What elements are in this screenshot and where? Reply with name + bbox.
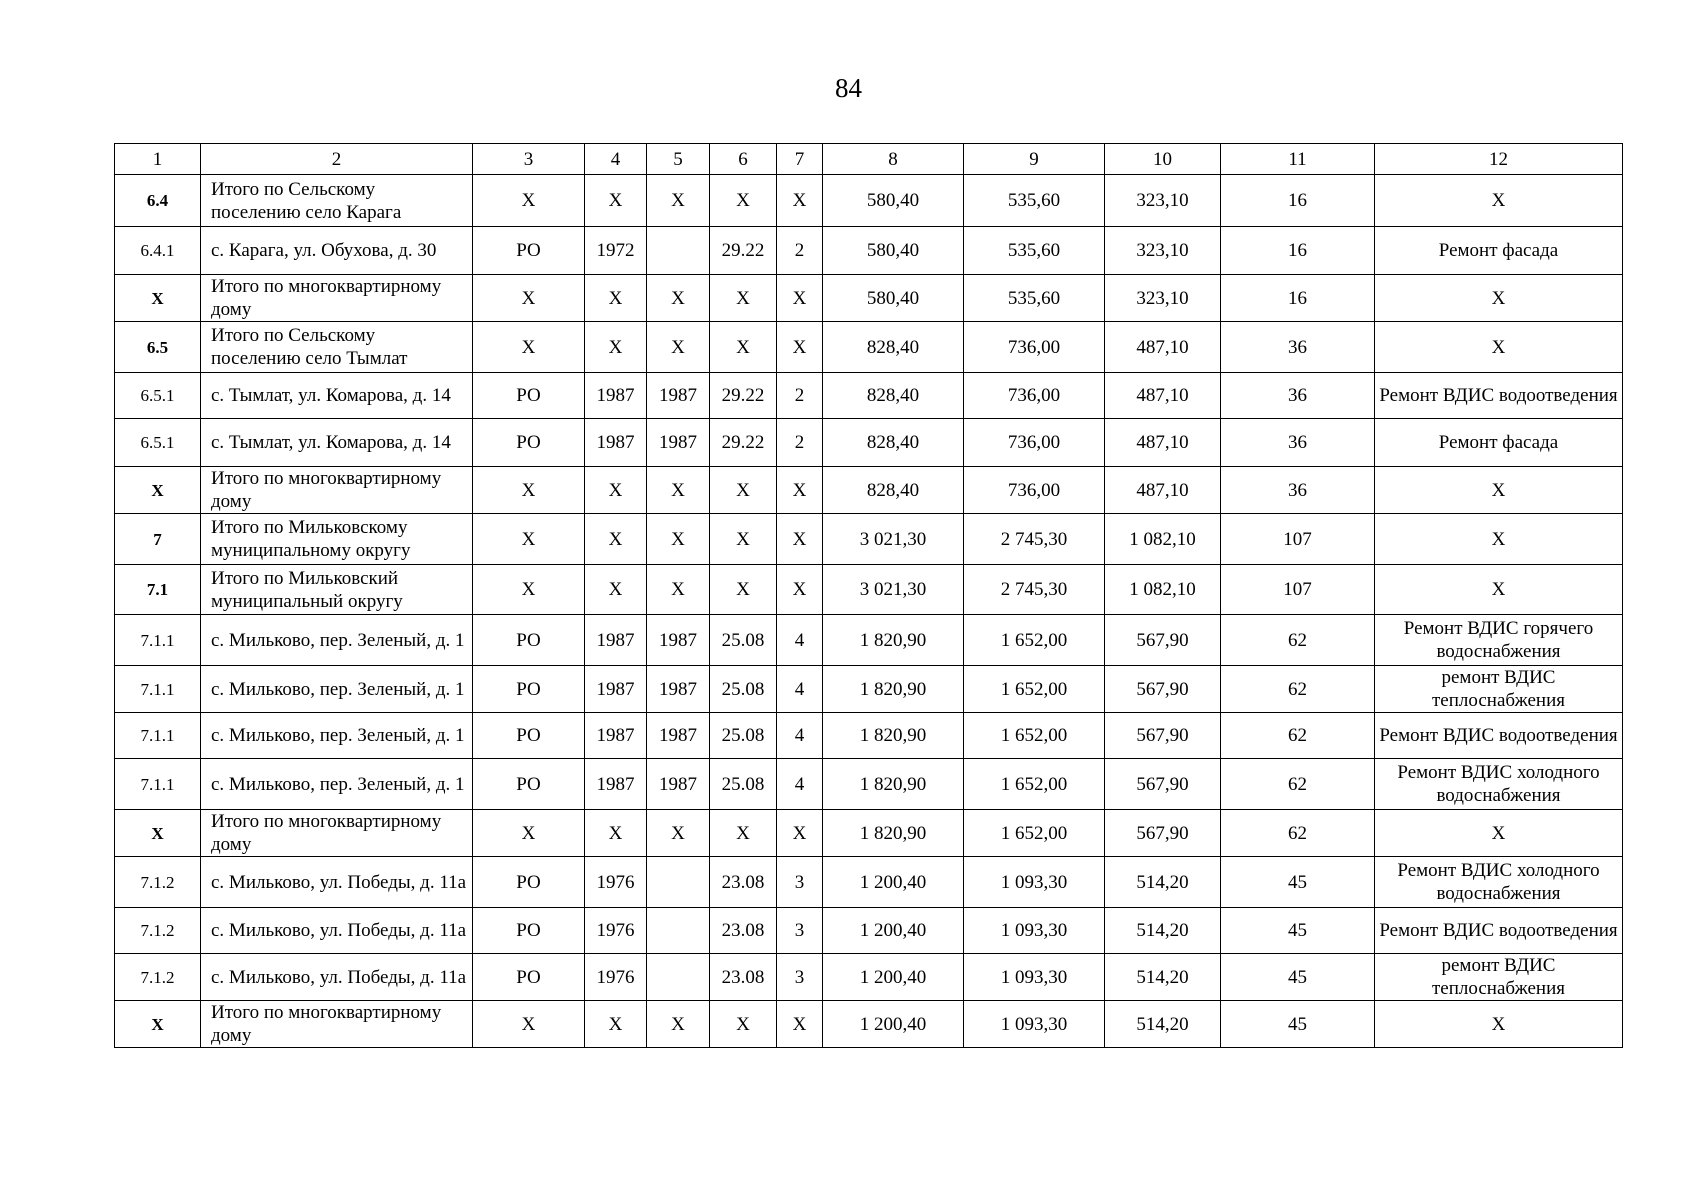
cell-col-2: Итого по Мильковский муниципальный округу xyxy=(201,565,473,615)
cell-col-9: 1 093,30 xyxy=(964,1001,1105,1048)
cell-col-6: 23.08 xyxy=(710,857,777,908)
cell-col-6: X xyxy=(710,322,777,373)
cell-col-1: 7.1.1 xyxy=(115,615,201,666)
cell-col-7: X xyxy=(777,322,823,373)
cell-col-7: X xyxy=(777,514,823,565)
cell-col-5: 1987 xyxy=(647,666,710,713)
cell-col-1: X xyxy=(115,467,201,514)
cell-col-12: X xyxy=(1375,514,1623,565)
cell-col-9: 1 652,00 xyxy=(964,666,1105,713)
cell-col-4: X xyxy=(585,810,647,857)
cell-col-4: X xyxy=(585,1001,647,1048)
column-number-4: 4 xyxy=(585,144,647,175)
cell-col-5: X xyxy=(647,514,710,565)
cell-col-12: ремонт ВДИС теплоснабжения xyxy=(1375,954,1623,1001)
cell-col-9: 535,60 xyxy=(964,275,1105,322)
cell-col-7: 2 xyxy=(777,373,823,419)
cell-col-1: 6.5.1 xyxy=(115,373,201,419)
column-number-row xyxy=(115,144,1623,175)
cell-col-10: 487,10 xyxy=(1105,373,1221,419)
cell-col-10: 1 082,10 xyxy=(1105,565,1221,615)
cell-col-11: 62 xyxy=(1221,759,1375,810)
table-row xyxy=(115,615,1623,666)
cell-col-2: с. Мильково, ул. Победы, д. 11а xyxy=(201,954,473,1001)
cell-col-1: 7 xyxy=(115,514,201,565)
cell-col-6: 23.08 xyxy=(710,954,777,1001)
cell-col-7: X xyxy=(777,565,823,615)
cell-col-10: 514,20 xyxy=(1105,908,1221,954)
cell-col-5: 1987 xyxy=(647,419,710,467)
cell-col-10: 323,10 xyxy=(1105,175,1221,227)
column-number-1: 1 xyxy=(115,144,201,175)
cell-col-8: 1 820,90 xyxy=(823,615,964,666)
column-number-3: 3 xyxy=(473,144,585,175)
cell-col-11: 36 xyxy=(1221,467,1375,514)
cell-col-10: 487,10 xyxy=(1105,467,1221,514)
column-number-12: 12 xyxy=(1375,144,1623,175)
cell-col-3: X xyxy=(473,322,585,373)
cell-col-3: РО xyxy=(473,666,585,713)
table-row xyxy=(115,373,1623,419)
cell-col-7: 3 xyxy=(777,857,823,908)
cell-col-9: 535,60 xyxy=(964,175,1105,227)
cell-col-1: 6.4.1 xyxy=(115,227,201,275)
cell-col-1: 7.1.2 xyxy=(115,954,201,1001)
cell-col-7: 4 xyxy=(777,615,823,666)
cell-col-1: 6.5.1 xyxy=(115,419,201,467)
cell-col-6: X xyxy=(710,175,777,227)
cell-col-9: 1 093,30 xyxy=(964,908,1105,954)
cell-col-3: X xyxy=(473,467,585,514)
cell-col-8: 580,40 xyxy=(823,275,964,322)
cell-col-12: Ремонт ВДИС водоотведения xyxy=(1375,373,1623,419)
cell-col-3: X xyxy=(473,810,585,857)
cell-col-12: Ремонт ВДИС холодного водоснабжения xyxy=(1375,857,1623,908)
cell-col-12: X xyxy=(1375,810,1623,857)
cell-col-10: 487,10 xyxy=(1105,419,1221,467)
cell-col-1: 6.4 xyxy=(115,175,201,227)
cell-col-5: 1987 xyxy=(647,615,710,666)
cell-col-2: с. Карага, ул. Обухова, д. 30 xyxy=(201,227,473,275)
cell-col-11: 62 xyxy=(1221,666,1375,713)
cell-col-9: 1 093,30 xyxy=(964,857,1105,908)
cell-col-7: 4 xyxy=(777,713,823,759)
table-row xyxy=(115,565,1623,615)
cell-col-8: 1 820,90 xyxy=(823,666,964,713)
cell-col-4: 1987 xyxy=(585,419,647,467)
cell-col-12: Ремонт ВДИС холодного водоснабжения xyxy=(1375,759,1623,810)
cell-col-3: РО xyxy=(473,713,585,759)
cell-col-7: X xyxy=(777,467,823,514)
cell-col-10: 567,90 xyxy=(1105,666,1221,713)
cell-col-9: 736,00 xyxy=(964,467,1105,514)
cell-col-10: 567,90 xyxy=(1105,759,1221,810)
cell-col-9: 736,00 xyxy=(964,373,1105,419)
cell-col-11: 107 xyxy=(1221,565,1375,615)
cell-col-3: РО xyxy=(473,759,585,810)
table-row xyxy=(115,908,1623,954)
cell-col-3: РО xyxy=(473,908,585,954)
cell-col-8: 1 200,40 xyxy=(823,857,964,908)
cell-col-9: 2 745,30 xyxy=(964,565,1105,615)
cell-col-4: X xyxy=(585,514,647,565)
cell-col-9: 2 745,30 xyxy=(964,514,1105,565)
cell-col-4: 1987 xyxy=(585,615,647,666)
cell-col-12: X xyxy=(1375,322,1623,373)
table-row xyxy=(115,175,1623,227)
cell-col-1: 7.1.1 xyxy=(115,759,201,810)
cell-col-10: 323,10 xyxy=(1105,275,1221,322)
cell-col-6: 25.08 xyxy=(710,759,777,810)
cell-col-2: Итого по многоквартирному дому xyxy=(201,467,473,514)
cell-col-10: 514,20 xyxy=(1105,954,1221,1001)
cell-col-5: 1987 xyxy=(647,713,710,759)
cell-col-2: с. Мильково, пер. Зеленый, д. 1 xyxy=(201,713,473,759)
cell-col-3: РО xyxy=(473,373,585,419)
cell-col-6: 29.22 xyxy=(710,227,777,275)
cell-col-4: 1976 xyxy=(585,954,647,1001)
cell-col-6: X xyxy=(710,514,777,565)
cell-col-6: X xyxy=(710,810,777,857)
cell-col-5: 1987 xyxy=(647,373,710,419)
cell-col-1: 7.1.1 xyxy=(115,666,201,713)
cell-col-11: 45 xyxy=(1221,1001,1375,1048)
cell-col-5 xyxy=(647,857,710,908)
cell-col-11: 62 xyxy=(1221,615,1375,666)
cell-col-12: Ремонт ВДИС горячего водоснабжения xyxy=(1375,615,1623,666)
cell-col-8: 3 021,30 xyxy=(823,565,964,615)
cell-col-6: 29.22 xyxy=(710,419,777,467)
cell-col-6: 29.22 xyxy=(710,373,777,419)
cell-col-6: X xyxy=(710,467,777,514)
cell-col-10: 567,90 xyxy=(1105,810,1221,857)
table-body xyxy=(115,144,1623,1048)
cell-col-4: X xyxy=(585,275,647,322)
cell-col-11: 36 xyxy=(1221,419,1375,467)
cell-col-9: 736,00 xyxy=(964,419,1105,467)
cell-col-2: Итого по многоквартирному дому xyxy=(201,1001,473,1048)
cell-col-2: Итого по многоквартирному дому xyxy=(201,810,473,857)
cell-col-7: 2 xyxy=(777,227,823,275)
cell-col-11: 62 xyxy=(1221,810,1375,857)
cell-col-12: ремонт ВДИС теплоснабжения xyxy=(1375,666,1623,713)
cell-col-12: X xyxy=(1375,565,1623,615)
table-row xyxy=(115,954,1623,1001)
table-row xyxy=(115,514,1623,565)
cell-col-8: 828,40 xyxy=(823,419,964,467)
cell-col-12: X xyxy=(1375,175,1623,227)
cell-col-12: X xyxy=(1375,1001,1623,1048)
cell-col-6: 25.08 xyxy=(710,713,777,759)
cell-col-3: X xyxy=(473,514,585,565)
cell-col-9: 1 652,00 xyxy=(964,810,1105,857)
cell-col-12: Ремонт ВДИС водоотведения xyxy=(1375,908,1623,954)
cell-col-6: X xyxy=(710,565,777,615)
cell-col-8: 580,40 xyxy=(823,227,964,275)
cell-col-8: 1 200,40 xyxy=(823,1001,964,1048)
cell-col-8: 1 820,90 xyxy=(823,810,964,857)
column-number-10: 10 xyxy=(1105,144,1221,175)
column-number-6: 6 xyxy=(710,144,777,175)
cell-col-3: РО xyxy=(473,954,585,1001)
cell-col-7: 3 xyxy=(777,908,823,954)
cell-col-5 xyxy=(647,954,710,1001)
page-number: 84 xyxy=(835,73,862,103)
cell-col-11: 107 xyxy=(1221,514,1375,565)
cell-col-11: 45 xyxy=(1221,954,1375,1001)
cell-col-4: 1972 xyxy=(585,227,647,275)
cell-col-5: 1987 xyxy=(647,759,710,810)
cell-col-3: РО xyxy=(473,615,585,666)
table-row xyxy=(115,810,1623,857)
column-number-11: 11 xyxy=(1221,144,1375,175)
cell-col-2: с. Мильково, ул. Победы, д. 11а xyxy=(201,857,473,908)
cell-col-1: 6.5 xyxy=(115,322,201,373)
cell-col-5: X xyxy=(647,322,710,373)
cell-col-2: с. Мильково, ул. Победы, д. 11а xyxy=(201,908,473,954)
cell-col-6: X xyxy=(710,1001,777,1048)
cell-col-8: 828,40 xyxy=(823,467,964,514)
cell-col-4: 1976 xyxy=(585,857,647,908)
cell-col-1: 7.1 xyxy=(115,565,201,615)
cell-col-10: 1 082,10 xyxy=(1105,514,1221,565)
cell-col-10: 567,90 xyxy=(1105,615,1221,666)
cell-col-7: X xyxy=(777,175,823,227)
table-row xyxy=(115,713,1623,759)
cell-col-12: Ремонт фасада xyxy=(1375,227,1623,275)
cell-col-8: 580,40 xyxy=(823,175,964,227)
cell-col-1: 7.1.2 xyxy=(115,857,201,908)
table-row xyxy=(115,419,1623,467)
table-row xyxy=(115,467,1623,514)
cell-col-8: 1 200,40 xyxy=(823,954,964,1001)
cell-col-5 xyxy=(647,227,710,275)
cell-col-3: РО xyxy=(473,857,585,908)
cell-col-8: 1 200,40 xyxy=(823,908,964,954)
cell-col-2: Итого по Мильковскому муниципальному округу xyxy=(201,514,473,565)
cell-col-4: 1987 xyxy=(585,373,647,419)
cell-col-2: с. Тымлат, ул. Комарова, д. 14 xyxy=(201,373,473,419)
cell-col-11: 36 xyxy=(1221,322,1375,373)
cell-col-3: X xyxy=(473,175,585,227)
cell-col-2: с. Мильково, пер. Зеленый, д. 1 xyxy=(201,615,473,666)
cell-col-6: 25.08 xyxy=(710,615,777,666)
cell-col-9: 736,00 xyxy=(964,322,1105,373)
cell-col-4: 1987 xyxy=(585,666,647,713)
cell-col-4: 1987 xyxy=(585,713,647,759)
table-row xyxy=(115,857,1623,908)
cell-col-1: X xyxy=(115,275,201,322)
cell-col-10: 323,10 xyxy=(1105,227,1221,275)
cell-col-10: 514,20 xyxy=(1105,1001,1221,1048)
cell-col-7: 2 xyxy=(777,419,823,467)
cell-col-8: 1 820,90 xyxy=(823,713,964,759)
cell-col-9: 1 652,00 xyxy=(964,713,1105,759)
cell-col-9: 535,60 xyxy=(964,227,1105,275)
cell-col-4: 1976 xyxy=(585,908,647,954)
cell-col-5 xyxy=(647,908,710,954)
table-row xyxy=(115,227,1623,275)
cell-col-10: 567,90 xyxy=(1105,713,1221,759)
cell-col-3: X xyxy=(473,275,585,322)
cell-col-1: 7.1.1 xyxy=(115,713,201,759)
cell-col-5: X xyxy=(647,275,710,322)
cell-col-12: X xyxy=(1375,275,1623,322)
cell-col-2: Итого по Сельскому поселению село Тымлат xyxy=(201,322,473,373)
cell-col-12: Ремонт фасада xyxy=(1375,419,1623,467)
cell-col-1: 7.1.2 xyxy=(115,908,201,954)
cell-col-4: X xyxy=(585,175,647,227)
table-row xyxy=(115,275,1623,322)
cell-col-9: 1 652,00 xyxy=(964,615,1105,666)
cell-col-1: X xyxy=(115,1001,201,1048)
cell-col-11: 16 xyxy=(1221,227,1375,275)
cell-col-7: 4 xyxy=(777,666,823,713)
cell-col-5: X xyxy=(647,565,710,615)
cell-col-6: 23.08 xyxy=(710,908,777,954)
cell-col-3: X xyxy=(473,565,585,615)
cell-col-11: 45 xyxy=(1221,857,1375,908)
cell-col-12: Ремонт ВДИС водоотведения xyxy=(1375,713,1623,759)
cell-col-3: РО xyxy=(473,419,585,467)
cell-col-6: X xyxy=(710,275,777,322)
column-number-5: 5 xyxy=(647,144,710,175)
cell-col-10: 514,20 xyxy=(1105,857,1221,908)
cell-col-7: X xyxy=(777,1001,823,1048)
cell-col-5: X xyxy=(647,810,710,857)
cell-col-3: X xyxy=(473,1001,585,1048)
cell-col-8: 828,40 xyxy=(823,373,964,419)
data-table xyxy=(114,143,1623,1048)
cell-col-5: X xyxy=(647,1001,710,1048)
column-number-7: 7 xyxy=(777,144,823,175)
cell-col-4: X xyxy=(585,322,647,373)
cell-col-7: X xyxy=(777,810,823,857)
cell-col-7: 4 xyxy=(777,759,823,810)
cell-col-12: X xyxy=(1375,467,1623,514)
cell-col-6: 25.08 xyxy=(710,666,777,713)
cell-col-7: 3 xyxy=(777,954,823,1001)
cell-col-5: X xyxy=(647,467,710,514)
cell-col-2: с. Мильково, пер. Зеленый, д. 1 xyxy=(201,666,473,713)
column-number-2: 2 xyxy=(201,144,473,175)
cell-col-2: Итого по многоквартирному дому xyxy=(201,275,473,322)
cell-col-2: с. Мильково, пер. Зеленый, д. 1 xyxy=(201,759,473,810)
cell-col-3: РО xyxy=(473,227,585,275)
cell-col-8: 3 021,30 xyxy=(823,514,964,565)
cell-col-10: 487,10 xyxy=(1105,322,1221,373)
cell-col-1: X xyxy=(115,810,201,857)
cell-col-8: 1 820,90 xyxy=(823,759,964,810)
column-number-9: 9 xyxy=(964,144,1105,175)
cell-col-2: с. Тымлат, ул. Комарова, д. 14 xyxy=(201,419,473,467)
cell-col-5: X xyxy=(647,175,710,227)
table-row xyxy=(115,759,1623,810)
table-row xyxy=(115,666,1623,713)
cell-col-7: X xyxy=(777,275,823,322)
cell-col-11: 16 xyxy=(1221,175,1375,227)
cell-col-2: Итого по Сельскому поселению село Карага xyxy=(201,175,473,227)
cell-col-11: 62 xyxy=(1221,713,1375,759)
cell-col-11: 16 xyxy=(1221,275,1375,322)
cell-col-11: 45 xyxy=(1221,908,1375,954)
cell-col-11: 36 xyxy=(1221,373,1375,419)
cell-col-9: 1 093,30 xyxy=(964,954,1105,1001)
cell-col-8: 828,40 xyxy=(823,322,964,373)
cell-col-9: 1 652,00 xyxy=(964,759,1105,810)
cell-col-4: X xyxy=(585,467,647,514)
table-row xyxy=(115,1001,1623,1048)
cell-col-4: 1987 xyxy=(585,759,647,810)
cell-col-4: X xyxy=(585,565,647,615)
column-number-8: 8 xyxy=(823,144,964,175)
table-row xyxy=(115,322,1623,373)
